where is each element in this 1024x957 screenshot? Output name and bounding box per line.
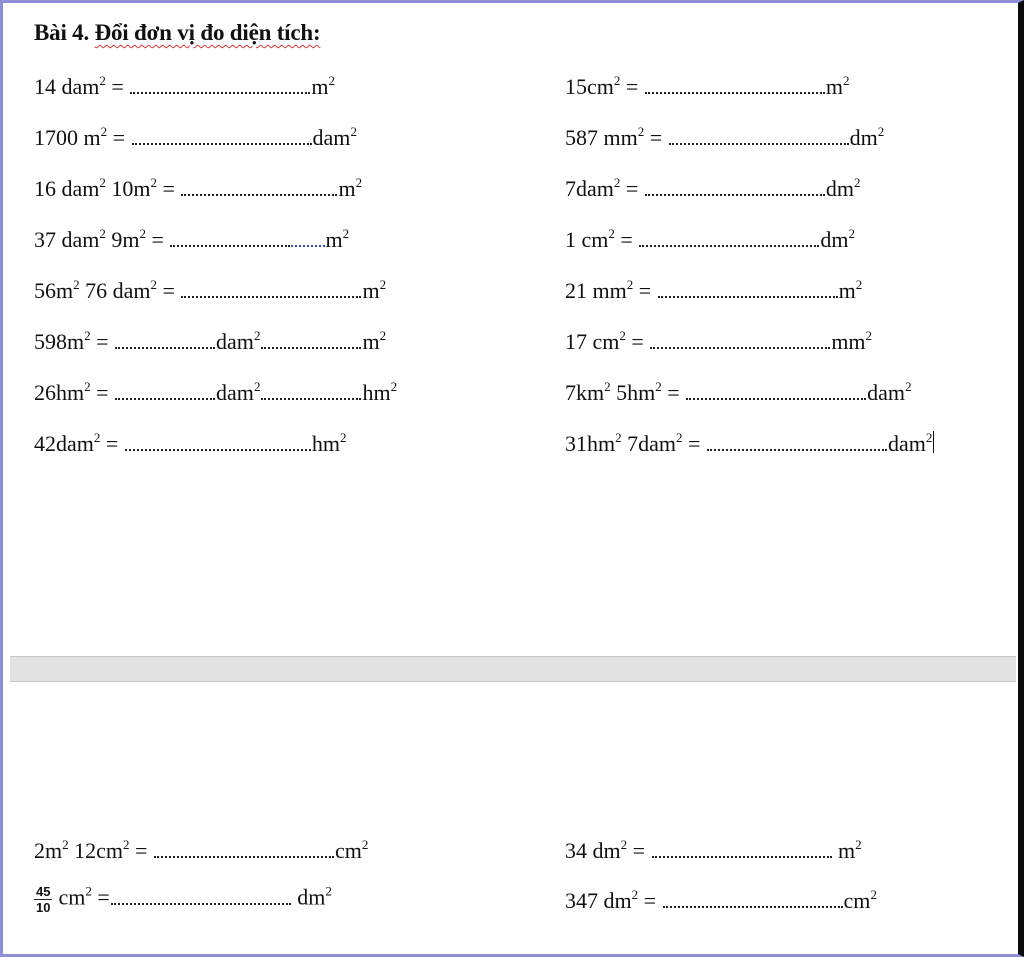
expression-text: 26hm bbox=[34, 380, 85, 405]
expression-text: 5hm bbox=[610, 380, 656, 405]
expression-text: 7dam bbox=[565, 176, 614, 201]
expression-text: dm bbox=[820, 227, 849, 252]
exercise-line-l6 bbox=[34, 329, 386, 355]
expression-text: = bbox=[90, 380, 109, 405]
expression-text: m bbox=[362, 329, 380, 354]
superscript-2: 2 bbox=[615, 430, 622, 445]
superscript-2: 2 bbox=[339, 430, 347, 445]
expression-text: cm bbox=[843, 888, 871, 913]
expression-text: m bbox=[362, 278, 380, 303]
answer-blank[interactable] bbox=[181, 282, 361, 298]
superscript-2: 2 bbox=[150, 175, 158, 190]
expression-text: 34 dm bbox=[565, 838, 621, 863]
superscript-2: 2 bbox=[361, 837, 369, 852]
expression-text: 7km bbox=[565, 380, 605, 405]
superscript-2: 2 bbox=[620, 837, 628, 852]
page-break bbox=[10, 656, 1016, 682]
superscript-2: 2 bbox=[608, 226, 615, 241]
superscript-2: 2 bbox=[613, 175, 621, 190]
expression-text: = bbox=[146, 227, 164, 252]
superscript-2: 2 bbox=[99, 73, 106, 88]
expression-text: = bbox=[682, 431, 701, 456]
answer-blank[interactable] bbox=[132, 129, 312, 145]
superscript-2: 2 bbox=[355, 175, 363, 190]
expression-text: dm bbox=[825, 176, 854, 201]
expression-text: m bbox=[838, 838, 856, 863]
exercise-line-l5 bbox=[34, 278, 386, 304]
expression-text: dam bbox=[887, 431, 926, 456]
superscript-2: 2 bbox=[676, 430, 683, 445]
exercise-line-r10 bbox=[565, 888, 877, 914]
answer-blank[interactable] bbox=[181, 180, 337, 196]
expression-text: 10m bbox=[105, 176, 151, 201]
expression-text: 76 dam bbox=[79, 278, 151, 303]
answer-blank[interactable] bbox=[645, 78, 825, 94]
superscript-2: 2 bbox=[139, 226, 147, 241]
superscript-2: 2 bbox=[925, 430, 933, 445]
superscript-2: 2 bbox=[93, 430, 101, 445]
expression-text: = bbox=[625, 329, 644, 354]
expression-text: m bbox=[325, 227, 343, 252]
superscript-2: 2 bbox=[613, 73, 621, 88]
superscript-2: 2 bbox=[62, 837, 69, 852]
superscript-2: 2 bbox=[325, 883, 332, 899]
exercise-line-r7 bbox=[565, 380, 912, 406]
superscript-2: 2 bbox=[84, 328, 91, 343]
expression-text: mm bbox=[831, 329, 866, 354]
answer-blank[interactable] bbox=[115, 384, 215, 400]
expression-text: dm bbox=[297, 884, 326, 910]
answer-blank[interactable] bbox=[645, 180, 825, 196]
expression-text: 21 mm bbox=[565, 278, 627, 303]
expression-text: m bbox=[311, 74, 329, 99]
answer-blank[interactable] bbox=[652, 842, 832, 858]
answer-blank[interactable] bbox=[111, 889, 291, 905]
answer-blank[interactable] bbox=[707, 435, 887, 451]
expression-text: 1700 m bbox=[34, 125, 101, 150]
expression-text: 16 dam bbox=[34, 176, 100, 201]
superscript-2: 2 bbox=[855, 277, 863, 292]
superscript-2: 2 bbox=[253, 328, 261, 343]
expression-text: hm bbox=[362, 380, 391, 405]
answer-blank[interactable] bbox=[669, 129, 849, 145]
expression-text: 14 dam bbox=[34, 74, 100, 99]
expression-text: cm bbox=[334, 838, 362, 863]
superscript-2: 2 bbox=[655, 379, 662, 394]
expression-text: 17 cm bbox=[565, 329, 620, 354]
superscript-2: 2 bbox=[865, 328, 873, 343]
exercise-heading: Đổi đơn vị đo diện tích: bbox=[94, 20, 321, 45]
expression-text: 598m bbox=[34, 329, 85, 354]
superscript-2: 2 bbox=[905, 379, 912, 394]
fraction bbox=[34, 884, 52, 915]
expression-text: = bbox=[620, 176, 639, 201]
superscript-2: 2 bbox=[379, 328, 387, 343]
superscript-2: 2 bbox=[379, 277, 387, 292]
expression-text: 31hm bbox=[565, 431, 616, 456]
expression-text: dam bbox=[216, 329, 254, 354]
superscript-2: 2 bbox=[253, 379, 261, 394]
exercise-line-l1 bbox=[34, 74, 335, 100]
expression-text: = bbox=[644, 125, 663, 150]
superscript-2: 2 bbox=[631, 887, 639, 902]
expression-text: = bbox=[91, 884, 110, 910]
answer-blank[interactable] bbox=[261, 384, 361, 400]
exercise-line-r1 bbox=[565, 74, 849, 100]
superscript-2: 2 bbox=[150, 277, 158, 292]
expression-text: dam bbox=[216, 380, 254, 405]
answer-blank[interactable] bbox=[125, 435, 311, 451]
exercise-number: Bài 4. bbox=[34, 20, 95, 45]
expression-text: 10 bbox=[36, 900, 51, 915]
exercise-line-r2 bbox=[565, 125, 884, 151]
answer-blank[interactable] bbox=[686, 384, 866, 400]
exercise-line-r8 bbox=[565, 431, 934, 457]
exercise-line-l4 bbox=[34, 227, 349, 253]
expression-text: = bbox=[105, 74, 124, 99]
answer-blank[interactable] bbox=[130, 78, 310, 94]
superscript-2: 2 bbox=[619, 328, 626, 343]
exercise-line-r9 bbox=[565, 838, 862, 864]
exercise-line-l3 bbox=[34, 176, 362, 202]
expression-text: 1 cm bbox=[565, 227, 609, 252]
superscript-2: 2 bbox=[342, 226, 350, 241]
expression-text: 12cm bbox=[68, 838, 124, 863]
exercise-line-l8 bbox=[34, 431, 346, 457]
expression-text: dam bbox=[867, 380, 906, 405]
expression-text: = bbox=[90, 329, 109, 354]
exercise-title bbox=[34, 20, 320, 46]
expression-text: = bbox=[661, 380, 680, 405]
expression-text: 37 dam bbox=[34, 227, 100, 252]
expression-text: 347 dm bbox=[565, 888, 632, 913]
superscript-2: 2 bbox=[877, 124, 885, 139]
superscript-2: 2 bbox=[84, 379, 91, 394]
superscript-2: 2 bbox=[100, 124, 108, 139]
answer-blank[interactable] bbox=[663, 892, 843, 908]
expression-text: cm bbox=[58, 884, 86, 910]
expression-text: = bbox=[157, 176, 175, 201]
expression-text: hm bbox=[311, 431, 340, 456]
answer-blank[interactable] bbox=[154, 842, 334, 858]
superscript-2: 2 bbox=[123, 837, 130, 852]
expression-text: 56m bbox=[34, 278, 74, 303]
superscript-2: 2 bbox=[604, 379, 611, 394]
exercise-line-l2 bbox=[34, 125, 357, 151]
expression-text: = bbox=[100, 431, 119, 456]
spellcheck-underline bbox=[291, 231, 325, 247]
expression-text: 2m bbox=[34, 838, 63, 863]
text-cursor bbox=[933, 431, 934, 453]
superscript-2: 2 bbox=[848, 226, 855, 241]
answer-blank[interactable] bbox=[261, 333, 361, 349]
expression-text: m bbox=[825, 74, 843, 99]
expression-text: = bbox=[614, 227, 633, 252]
exercise-line-l7 bbox=[34, 380, 397, 406]
expression-text: = bbox=[633, 278, 652, 303]
superscript-2: 2 bbox=[626, 277, 634, 292]
exercise-line-l10 bbox=[34, 884, 332, 915]
superscript-2: 2 bbox=[328, 73, 335, 88]
expression-text: 45 bbox=[36, 884, 51, 899]
exercise-line-r6 bbox=[565, 329, 872, 355]
superscript-2: 2 bbox=[99, 226, 106, 241]
exercise-line-l9 bbox=[34, 838, 368, 864]
superscript-2: 2 bbox=[390, 379, 398, 394]
expression-text: = bbox=[627, 838, 646, 863]
expression-text: m bbox=[338, 176, 356, 201]
expression-text: = bbox=[620, 74, 639, 99]
superscript-2: 2 bbox=[99, 175, 106, 190]
superscript-2: 2 bbox=[73, 277, 80, 292]
superscript-2: 2 bbox=[842, 73, 850, 88]
superscript-2: 2 bbox=[637, 124, 645, 139]
expression-text: m bbox=[838, 278, 856, 303]
expression-text: = bbox=[638, 888, 657, 913]
expression-text: dm bbox=[849, 125, 878, 150]
superscript-2: 2 bbox=[870, 887, 877, 902]
superscript-2: 2 bbox=[855, 837, 862, 852]
expression-text: = bbox=[107, 125, 126, 150]
expression-text: 587 mm bbox=[565, 125, 638, 150]
superscript-2: 2 bbox=[853, 175, 861, 190]
answer-blank[interactable] bbox=[650, 333, 830, 349]
superscript-2: 2 bbox=[350, 124, 357, 139]
answer-blank[interactable] bbox=[170, 231, 290, 247]
exercise-line-r3 bbox=[565, 176, 860, 202]
answer-blank[interactable] bbox=[658, 282, 838, 298]
exercise-line-r4 bbox=[565, 227, 855, 253]
answer-blank[interactable] bbox=[639, 231, 819, 247]
expression-text: = bbox=[129, 838, 148, 863]
expression-text: 15cm bbox=[565, 74, 614, 99]
expression-text: dam bbox=[312, 125, 351, 150]
expression-text: 9m bbox=[105, 227, 140, 252]
superscript-2: 2 bbox=[85, 883, 92, 899]
expression-text: 42dam bbox=[34, 431, 94, 456]
expression-text: 7dam bbox=[621, 431, 677, 456]
expression-text: = bbox=[157, 278, 175, 303]
exercise-line-r5 bbox=[565, 278, 862, 304]
answer-blank[interactable] bbox=[115, 333, 215, 349]
